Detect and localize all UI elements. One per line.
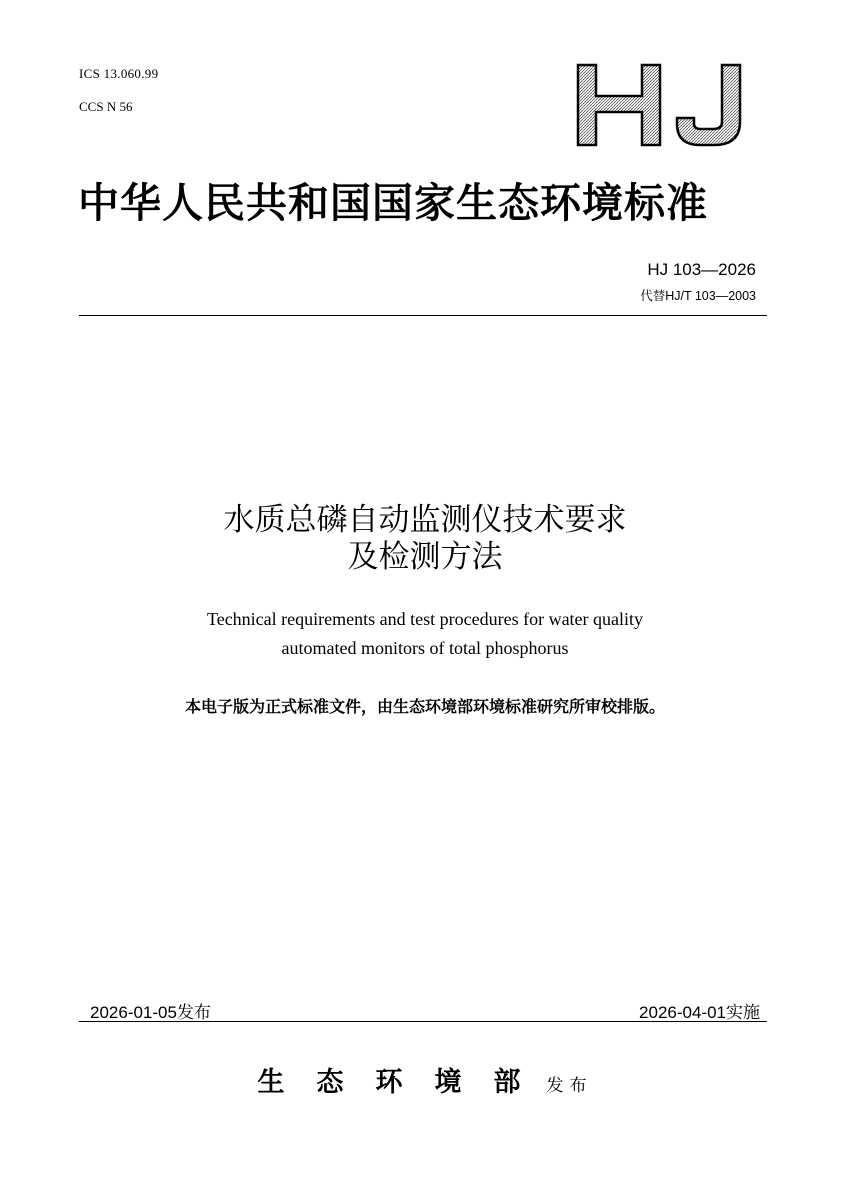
hj-logo-text: HJ (669, 122, 671, 123)
chinese-title-line-2: 及检测方法 (347, 539, 503, 575)
standard-number: HJ 103—2026 (647, 260, 756, 279)
ics-code: ICS 13.060.99 (79, 66, 159, 81)
electronic-version-notice: 本电子版为正式标准文件，由生态环境部环境标准研究所审校排版。 (184, 697, 665, 716)
bottom-divider (79, 1021, 767, 1022)
english-title-line-1: Technical requirements and test procedures for water quality (206, 609, 644, 629)
national-standard-title: 中华人民共和国国家生态环境标准 (78, 179, 708, 227)
ccs-code: CCS N 56 (79, 99, 133, 114)
replaced-standard: 代替HJ/T 103—2003 (640, 289, 756, 303)
implementation-date: 2026-04-01实施 (639, 1003, 760, 1022)
publisher-name: 生态环境部 (257, 1067, 553, 1098)
hj-logo (574, 62, 746, 148)
chinese-title-line-1: 水质总磷自动监测仪技术要求 (223, 502, 627, 538)
top-divider (79, 315, 767, 316)
publisher-suffix: 发布 (546, 1076, 593, 1096)
english-title-line-2: automated monitors of total phosphorus (281, 638, 569, 658)
publisher (0, 1060, 850, 1099)
issue-date: 2026-01-05发布 (90, 1003, 211, 1022)
